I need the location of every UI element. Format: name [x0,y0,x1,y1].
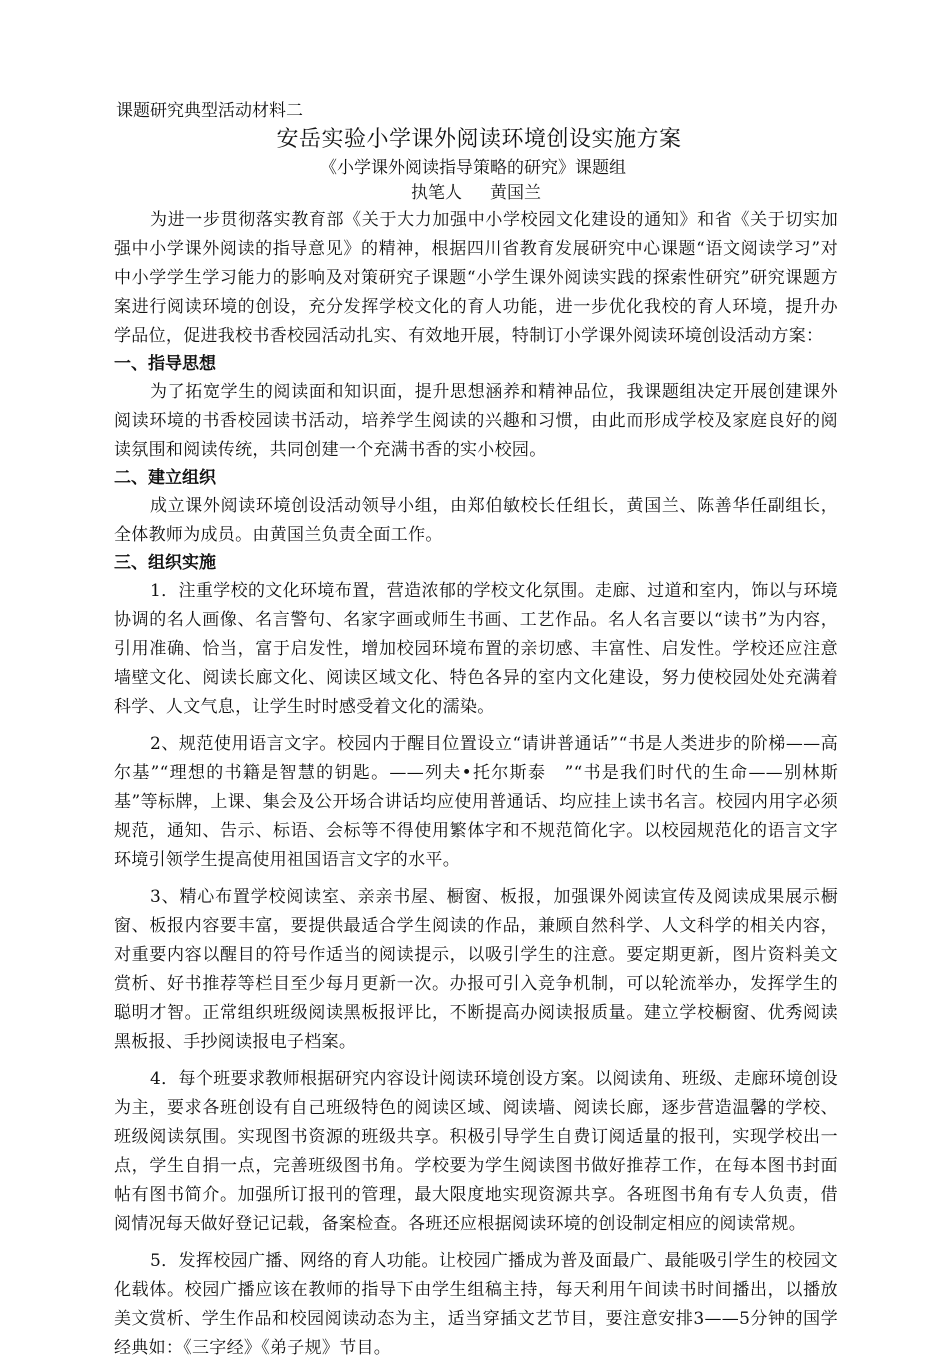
section-heading-guiding-idea: 一、指导思想 [114,354,216,374]
material-label: 课题研究典型活动材料二 [116,101,303,121]
implementation-item-4: 4．每个班要求教师根据研究内容设计阅读环境创设方案。以阅读角、班级、走廊环境创设为主，要求各班创设有自己班级特色的阅读区域、阅读墙、阅读长廊，逐步营造温馨的学校、班级阅读氛围。实现图书资源的班级共享。积极引导学生自费订阅适量的报刊，实现学校出一点，学生自捐一点，完善班级图书角。学校要为学生阅读图书做好推荐工作，在每本图书封面帖有图书简介。加强所订报刊的管理，最大限度地实现资源共享。各班图书角有专人负责，借阅情况每天做好登记记载，备案检查。各班还应根据阅读环境的创设制定相应的阅读常规。 [114,1069,838,1234]
implementation-item-1: 1．注重学校的文化环境布置，营造浓郁的学校文化氛围。走廊、过道和室内，饰以与环境协调的名人画像、名言警句、名家字画或师生书画、工艺作品。名人名言要以“读书”为内容，引用准确、恰当，富于启发性，增加校园环境布置的亲切感、丰富性、启发性。学校还应注意墙壁文化、阅读长廊文化、阅读区域文化、特色各异的室内文化建设，努力使校园处处充满着科学、人文气息，让学生时时感受着文化的濡染。 [114,581,838,717]
implementation-item-5: 5．发挥校园广播、网络的育人功能。让校园广播成为普及面最广、最能吸引学生的校园文化载体。校园广播应该在教师的指导下由学生组稿主持，每天利用午间读书时间播出，以播放美文赏析、学生作品和校园阅读动态为主，适当穿插文艺节目，要注意安排3——5分钟的国学经典如：《三字经》《弟子规》节目。 [114,1251,838,1358]
implementation-item-3: 3、精心布置学校阅读室、亲亲书屋、橱窗、板报，加强课外阅读宣传及阅读成果展示橱窗、板报内容要丰富，要提供最适合学生阅读的作品，兼顾自然科学、人文科学的相关内容，对重要内容以醒目的符号作适当的阅读提示，以吸引学生的注意。要定期更新，图片资料美文赏析、好书推荐等栏目至少每月更新一次。办报可引入竞争机制，可以轮流举办，发挥学生的聪明才智。正常组织班级阅读黑板报评比，不断提高办阅读报质量。建立学校橱窗、优秀阅读黑板报、手抄阅读报电子档案。 [114,887,838,1052]
section-paragraph-organization: 成立课外阅读环境创设活动领导小组，由郑伯敏校长任组长，黄国兰、陈善华任副组长，全体教师为成员。由黄国兰负责全面工作。 [114,496,838,545]
author-line [114,180,838,206]
document-page [114,98,838,1363]
section-heading-implementation: 三、组织实施 [114,553,216,573]
section-heading-organization: 二、建立组织 [114,468,216,488]
author-label: 执笔人 [411,183,462,203]
intro-paragraph: 为进一步贯彻落实教育部《关于大力加强中小学校园文化建设的通知》和省《关于切实加强中小学课外阅读的指导意见》的精神，根据四川省教育发展研究中心课题“语文阅读学习”对中小学学生学习能力的影响及对策研究子课题“小学生课外阅读实践的探索性研究”研究课题方案进行阅读环境的创设，充分发挥学校文化的育人功能，进一步优化我校的育人环境，提升办学品位，促进我校书香校园活动扎实、有效地开展，特制订小学课外阅读环境创设活动方案： [114,210,838,346]
implementation-item-2: 2、规范使用语言文字。校园内于醒目位置设立“请讲普通话”“书是人类进步的阶梯——高尔基”“理想的书籍是智慧的钥匙。——列夫•托尔斯泰 ”“书是我们时代的生命——别林斯基”等标牌，上课、集会及公开场合讲话均应使用普通话、均应挂上读书名言。校园内用字必须规范，通知、告示、标语、会标等不得使用繁体字和不规范简化字。以校园规范化的语言文字环境引领学生提高使用祖国语言文字的水平。 [114,734,838,870]
document-title: 安岳实验小学课外阅读环境创设实施方案 [276,127,682,152]
section-paragraph-guiding-idea: 为了拓宽学生的阅读面和知识面，提升思想涵养和精神品位，我课题组决定开展创建课外阅读环境的书香校园读书活动，培养学生阅读的兴趣和习惯，由此而形成学校及家庭良好的阅读氛围和阅读传统，共同创建一个充满书香的实小校园。 [114,382,838,460]
author-name: 黄国兰 [490,183,541,203]
document-subtitle: 《小学课外阅读指导策略的研究》课题组 [320,158,626,178]
